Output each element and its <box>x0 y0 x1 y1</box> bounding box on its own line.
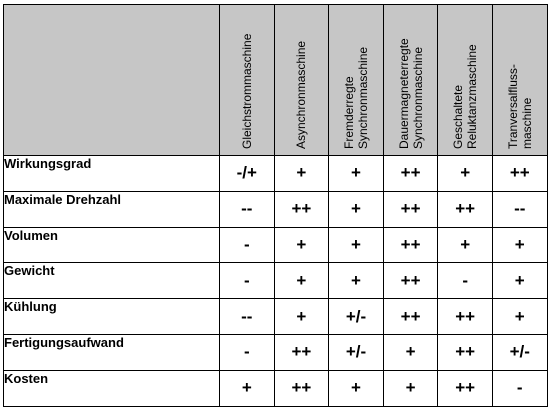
rating-cell: + <box>329 156 384 192</box>
column-header-label: Asynchronmaschine <box>294 40 309 149</box>
row-label: Maximale Drehzahl <box>4 191 220 227</box>
rating-cell: - <box>492 370 547 406</box>
rating-cell: ++ <box>438 299 493 335</box>
rating-cell: - <box>220 227 275 263</box>
rating-cell: ++ <box>438 370 493 406</box>
column-header-transversalfluss <box>492 5 547 156</box>
column-header-label: Tranversalfluss-maschine <box>505 64 534 149</box>
row-label: Wirkungsgrad <box>4 156 220 192</box>
rating-cell: -- <box>220 191 275 227</box>
column-header-label: Fremderregte Synchronmaschine <box>341 46 370 149</box>
rating-cell: ++ <box>492 156 547 192</box>
rating-cell: ++ <box>438 334 493 370</box>
rating-cell: + <box>492 227 547 263</box>
rating-cell: +/- <box>329 334 384 370</box>
rating-cell: - <box>220 334 275 370</box>
comparison-table <box>3 4 548 407</box>
row-label: Fertigungsaufwand <box>4 334 220 370</box>
rating-cell: + <box>274 156 329 192</box>
table-row <box>4 334 548 370</box>
rating-cell: ++ <box>274 191 329 227</box>
table-row <box>4 299 548 335</box>
rating-cell: - <box>438 263 493 299</box>
rating-cell: + <box>383 370 438 406</box>
table-row <box>4 227 548 263</box>
rating-cell: + <box>438 156 493 192</box>
rating-cell: ++ <box>383 191 438 227</box>
rating-cell: +/- <box>492 334 547 370</box>
row-label: Gewicht <box>4 263 220 299</box>
rating-cell: ++ <box>274 370 329 406</box>
rating-cell: ++ <box>383 227 438 263</box>
row-label: Kosten <box>4 370 220 406</box>
column-header-label: Geschaltete Reluktanzmaschine <box>451 44 480 149</box>
column-header-label: Dauermagneterregte Synchronmaschine <box>396 38 425 149</box>
rating-cell: + <box>329 227 384 263</box>
rating-cell: + <box>329 263 384 299</box>
header-row <box>4 5 548 156</box>
rating-cell: + <box>329 191 384 227</box>
rating-cell: + <box>274 227 329 263</box>
rating-cell: + <box>274 263 329 299</box>
rating-cell: ++ <box>383 263 438 299</box>
column-header-dauermagnet <box>383 5 438 156</box>
table-row <box>4 156 548 192</box>
rating-cell: -- <box>220 299 275 335</box>
rating-cell: -/+ <box>220 156 275 192</box>
rating-cell: ++ <box>383 299 438 335</box>
rating-cell: ++ <box>383 156 438 192</box>
row-label: Volumen <box>4 227 220 263</box>
rating-cell: ++ <box>438 191 493 227</box>
column-header-reluktanz <box>438 5 493 156</box>
rating-cell: + <box>492 263 547 299</box>
table-row <box>4 191 548 227</box>
rating-cell: +/- <box>329 299 384 335</box>
row-label: Kühlung <box>4 299 220 335</box>
rating-cell: - <box>220 263 275 299</box>
column-header-asynchron <box>274 5 329 156</box>
rating-cell: + <box>383 334 438 370</box>
table-row <box>4 370 548 406</box>
rating-cell: ++ <box>274 334 329 370</box>
column-header-gleichstrom <box>220 5 275 156</box>
corner-cell <box>4 5 220 156</box>
rating-cell: + <box>274 299 329 335</box>
rating-cell: + <box>492 299 547 335</box>
rating-cell: + <box>220 370 275 406</box>
table-row <box>4 263 548 299</box>
rating-cell: + <box>329 370 384 406</box>
column-header-fremderregt <box>329 5 384 156</box>
rating-cell: + <box>438 227 493 263</box>
column-header-label: Gleichstrommaschine <box>239 33 254 149</box>
rating-cell: -- <box>492 191 547 227</box>
